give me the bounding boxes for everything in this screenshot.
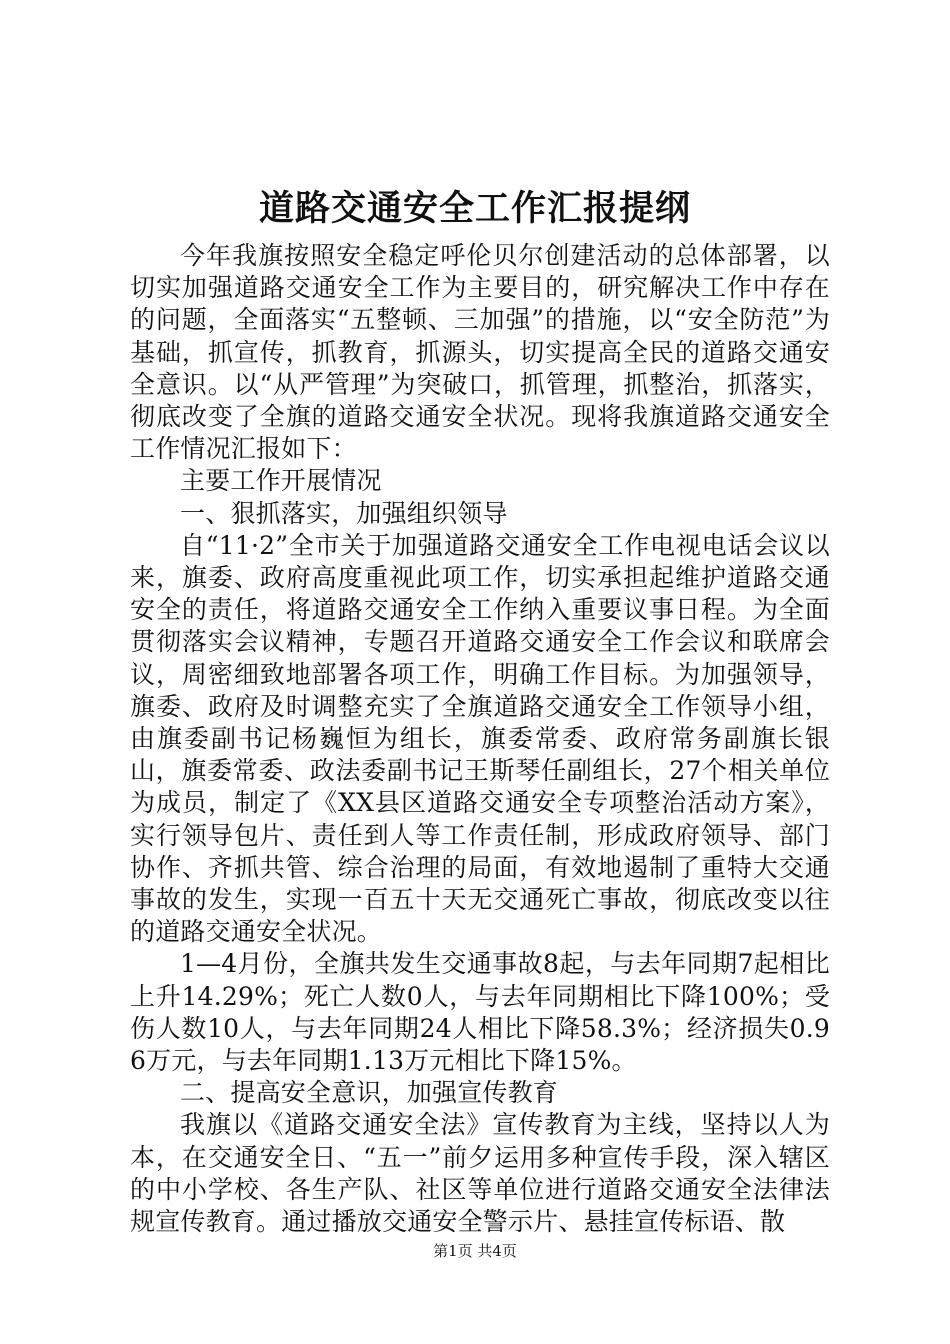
section-heading-2: 二、提高安全意识，加强宣传教育 <box>180 1078 559 1108</box>
paragraph-organization: 自“11·2”全市关于加强道路交通安全工作电视电话会议以来，旗委、政府高度重视此项工作，切实承担起维护道路交通安全的责任，将道路交通安全工作纳入重要议事日程。为全面贯彻落实会议精神，专题召开道路交通安全工作会议和联席会议，周密细致地部署各项工作，明确工作目标。为加强领导，旗委、政府及时调整充实了全旗道路交通安全工作领导小组，由旗委副书记杨巍恒为组长，旗委常委、政府常务副旗长银山，旗委常委、政法委副书记王斯琴任副组长，27个相关单位为成员，制定了《XX县区道路交通安全专项整治活动方案》，实行领导包片、责任到人等工作责任制，形成政府领导、部门协作、齐抓共管、综合治理的局面，有效地遏制了重特大交通事故的发生，实现一百五十天无交通死亡事故，彻底改变以往的道路交通安全状况。 <box>130 530 830 947</box>
document-title: 道路交通安全工作汇报提纲 <box>258 188 691 229</box>
section-heading-main-work: 主要工作开展情况 <box>180 466 382 496</box>
paragraph-intro: 今年我旗按照安全稳定呼伦贝尔创建活动的总体部署，以切实加强道路交通安全工作为主要目的，研究解决工作中存在的问题，全面落实“五整顿、三加强”的措施，以“安全防范”为基础，抓宣传，抓教育，抓源头，切实提高全民的道路交通安全意识。以“从严管理”为突破口，抓管理，抓整治，抓落实，彻底改变了全旗的道路交通安全状况。现将我旗道路交通安全工作情况汇报如下： <box>130 241 830 464</box>
paragraph-statistics: 1—4月份，全旗共发生交通事故8起，与去年同期7起相比上升14.29%；死亡人数0人，与去年同期相比下降100%；受伤人数10人，与去年同期24人相比下降58.3%；经济损失0.96万元，与去年同期1.13万元相比下降15%。 <box>130 949 830 1076</box>
paragraph-education: 我旗以《道路交通安全法》宣传教育为主线，坚持以人为本，在交通安全日、“五一”前夕运用多种宣传手段，深入辖区的中小学校、各生产队、社区等单位进行道路交通安全法律法规宣传教育。通过播放交通安全警示片、悬挂宣传标语、散 <box>130 1110 830 1237</box>
document-body <box>130 240 830 1238</box>
section-heading-1: 一、狠抓落实，加强组织领导 <box>180 498 508 528</box>
page-footer: 第1页 共4页 <box>433 1242 517 1260</box>
